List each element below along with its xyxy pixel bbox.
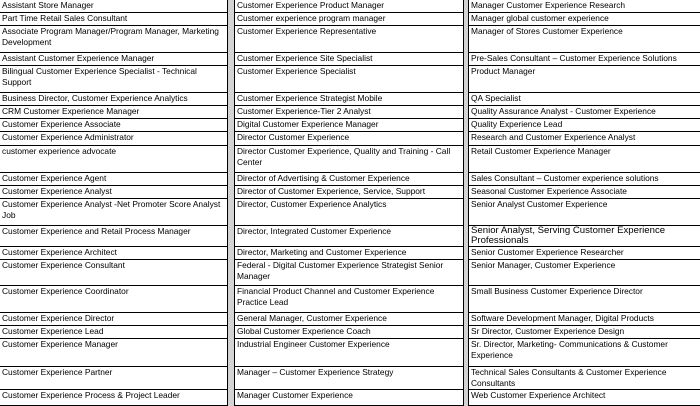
cell-text: Director of Advertising & Customer Experience [237, 173, 410, 183]
table-cell [469, 260, 700, 286]
cell-text: Manager Customer Experience [237, 390, 353, 400]
table-cell [469, 93, 700, 106]
table-cell [469, 313, 700, 326]
table-column-3 [468, 0, 700, 406]
cell-text: Seasonal Customer Experience Associate [471, 186, 627, 196]
table-cell [0, 226, 227, 247]
cell-text: Customer Experience Site Specialist [237, 53, 373, 63]
cell-text: Director, Marketing and Customer Experience [237, 247, 407, 257]
cell-text: Global Customer Experience Coach [237, 326, 371, 336]
table-cell [235, 0, 463, 13]
table-cell [0, 119, 227, 132]
cell-text: Manager – Customer Experience Strategy [237, 367, 394, 377]
cell-text: Customer Experience Director [2, 313, 115, 323]
table-cell [469, 326, 700, 339]
cell-text: Customer Experience Product Manager [237, 0, 385, 10]
table-cell [469, 119, 700, 132]
cell-text: Federal - Digital Customer Experience Strategist Senior Manager [237, 260, 444, 281]
cell-text: Customer Experience Coordinator [2, 286, 129, 296]
table-cell [235, 119, 463, 132]
table-cell [235, 339, 463, 367]
table-cell [469, 286, 700, 313]
table-cell [235, 146, 463, 173]
table-cell [0, 286, 227, 313]
cell-text: Director Customer Experience, Quality and Training - Call Center [237, 146, 451, 167]
table-cell [235, 247, 463, 260]
table-cell [469, 26, 700, 53]
table-cell [469, 66, 700, 93]
cell-text: Quality Experience Lead [471, 119, 563, 129]
table-cell [235, 66, 463, 93]
cell-text: Customer Experience and Retail Process Manager [2, 226, 191, 236]
cell-text: Software Development Manager, Digital Products [471, 313, 654, 323]
table-cell [0, 53, 227, 66]
table-cell [0, 146, 227, 173]
table-cell [235, 132, 463, 146]
cell-text: Retail Customer Experience Manager [471, 146, 611, 156]
table-cell [235, 199, 463, 226]
table-cell [235, 226, 463, 247]
cell-text: Industrial Engineer Customer Experience [237, 339, 390, 349]
table-cell [0, 93, 227, 106]
cell-text: Assistant Store Manager [2, 0, 94, 10]
table-cell [469, 226, 700, 247]
cell-text: Customer Experience Architect [2, 247, 117, 257]
cell-text: Manager of Stores Customer Experience [471, 26, 623, 36]
cell-text: Customer Experience Partner [2, 367, 113, 377]
table-cell [235, 260, 463, 286]
cell-text: Part Time Retail Sales Consultant [2, 13, 128, 23]
table-cell [235, 186, 463, 199]
table-cell [0, 66, 227, 93]
cell-text: Customer Experience Specialist [237, 66, 356, 76]
table-cell [0, 26, 227, 53]
cell-text: General Manager, Customer Experience [237, 313, 387, 323]
cell-text: Digital Customer Experience Manager [237, 119, 379, 129]
table-cell [0, 199, 227, 226]
table-cell [469, 186, 700, 199]
cell-text: Pre-Sales Consultant – Customer Experience Solutions [471, 53, 677, 63]
cell-text: Business Director, Customer Experience Analytics [2, 93, 188, 103]
table-cell [0, 132, 227, 146]
cell-text: Customer Experience Analyst [2, 186, 112, 196]
cell-text: Manager Customer Experience Research [471, 0, 626, 10]
cell-text: Customer Experience Strategist Mobile [237, 93, 383, 103]
cell-text: Customer Experience Consultant [2, 260, 125, 270]
table-cell [235, 390, 463, 406]
table-cell [235, 173, 463, 186]
table-column-1 [0, 0, 228, 406]
table-cell [469, 339, 700, 367]
cell-text: Sales Consultant – Customer experience solutions [471, 173, 659, 183]
cell-text: Small Business Customer Experience Director [471, 286, 643, 296]
cell-text: Director of Customer Experience, Service, Support [237, 186, 426, 196]
cell-text: Director Customer Experience [237, 132, 350, 142]
table-cell [0, 186, 227, 199]
cell-text: Quality Assurance Analyst - Customer Experience [471, 106, 656, 116]
table-cell [235, 313, 463, 326]
table-cell [0, 173, 227, 186]
table-cell [235, 13, 463, 26]
table-cell [0, 367, 227, 390]
cell-text: Customer experience program manager [237, 13, 386, 23]
table-cell [0, 0, 227, 13]
cell-text: Associate Program Manager/Program Manager, Marketing Development [2, 26, 219, 47]
table-cell [0, 247, 227, 260]
table-cell [469, 106, 700, 119]
table-cell [0, 106, 227, 119]
cell-text: Customer Experience Representative [237, 26, 377, 36]
cell-text: Product Manager [471, 66, 536, 76]
table-cell [469, 247, 700, 260]
cell-text: Bilingual Customer Experience Specialist - Technical Support [2, 66, 197, 87]
cell-text: Sr Director, Customer Experience Design [471, 326, 625, 336]
table-cell [0, 390, 227, 406]
cell-text: customer experience advocate [2, 146, 117, 156]
table-cell [469, 199, 700, 226]
table-cell [0, 326, 227, 339]
cell-text: Customer Experience Administrator [2, 132, 134, 142]
table-cell [235, 106, 463, 119]
cell-text: Senior Analyst, Serving Customer Experience Professionals [471, 226, 666, 246]
table-cell [235, 26, 463, 53]
table-cell [469, 146, 700, 173]
table-cell [235, 93, 463, 106]
table-cell [235, 286, 463, 313]
cell-text: Research and Customer Experience Analyst [471, 132, 636, 142]
table-cell [469, 367, 700, 390]
cell-text: QA Specialist [471, 93, 521, 103]
cell-text: Technical Sales Consultants & Customer Experience Consultants [471, 367, 667, 388]
table-cell [469, 173, 700, 186]
table-column-2 [234, 0, 464, 406]
cell-text: Manager global customer experience [471, 13, 609, 23]
table-cell [0, 313, 227, 326]
cell-text: Web Customer Experience Architect [471, 390, 606, 400]
cell-text: Senior Manager, Customer Experience [471, 260, 616, 270]
table-cell [0, 13, 227, 26]
cell-text: Sr. Director, Marketing- Communications & Customer Experience [471, 339, 668, 360]
table-cell [235, 326, 463, 339]
cell-text: Customer Experience Agent [2, 173, 107, 183]
table-cell [469, 390, 700, 406]
table-cell [469, 132, 700, 146]
cell-text: Senior Customer Experience Researcher [471, 247, 624, 257]
cell-text: Financial Product Channel and Customer Experience Practice Lead [237, 286, 435, 307]
table-cell [469, 13, 700, 26]
table-cell [0, 339, 227, 367]
cell-text: Assistant Customer Experience Manager [2, 53, 155, 63]
cell-text: Customer Experience-Tier 2 Analyst [237, 106, 371, 116]
table-cell [235, 53, 463, 66]
cell-text: Customer Experience Manager [2, 339, 118, 349]
cell-text: Senior Analyst Customer Experience [471, 199, 608, 209]
table-cell [0, 260, 227, 286]
table-cell [235, 367, 463, 390]
cell-text: CRM Customer Experience Manager [2, 106, 140, 116]
cell-text: Customer Experience Process & Project Leader [2, 390, 180, 400]
cell-text: Customer Experience Lead [2, 326, 104, 336]
cell-text: Customer Experience Analyst -Net Promoter Score Analyst Job [2, 199, 221, 220]
table-cell [469, 0, 700, 13]
cell-text: Director, Integrated Customer Experience [237, 226, 392, 236]
cell-text: Director, Customer Experience Analytics [237, 199, 387, 209]
table-cell [469, 53, 700, 66]
cell-text: Customer Experience Associate [2, 119, 121, 129]
